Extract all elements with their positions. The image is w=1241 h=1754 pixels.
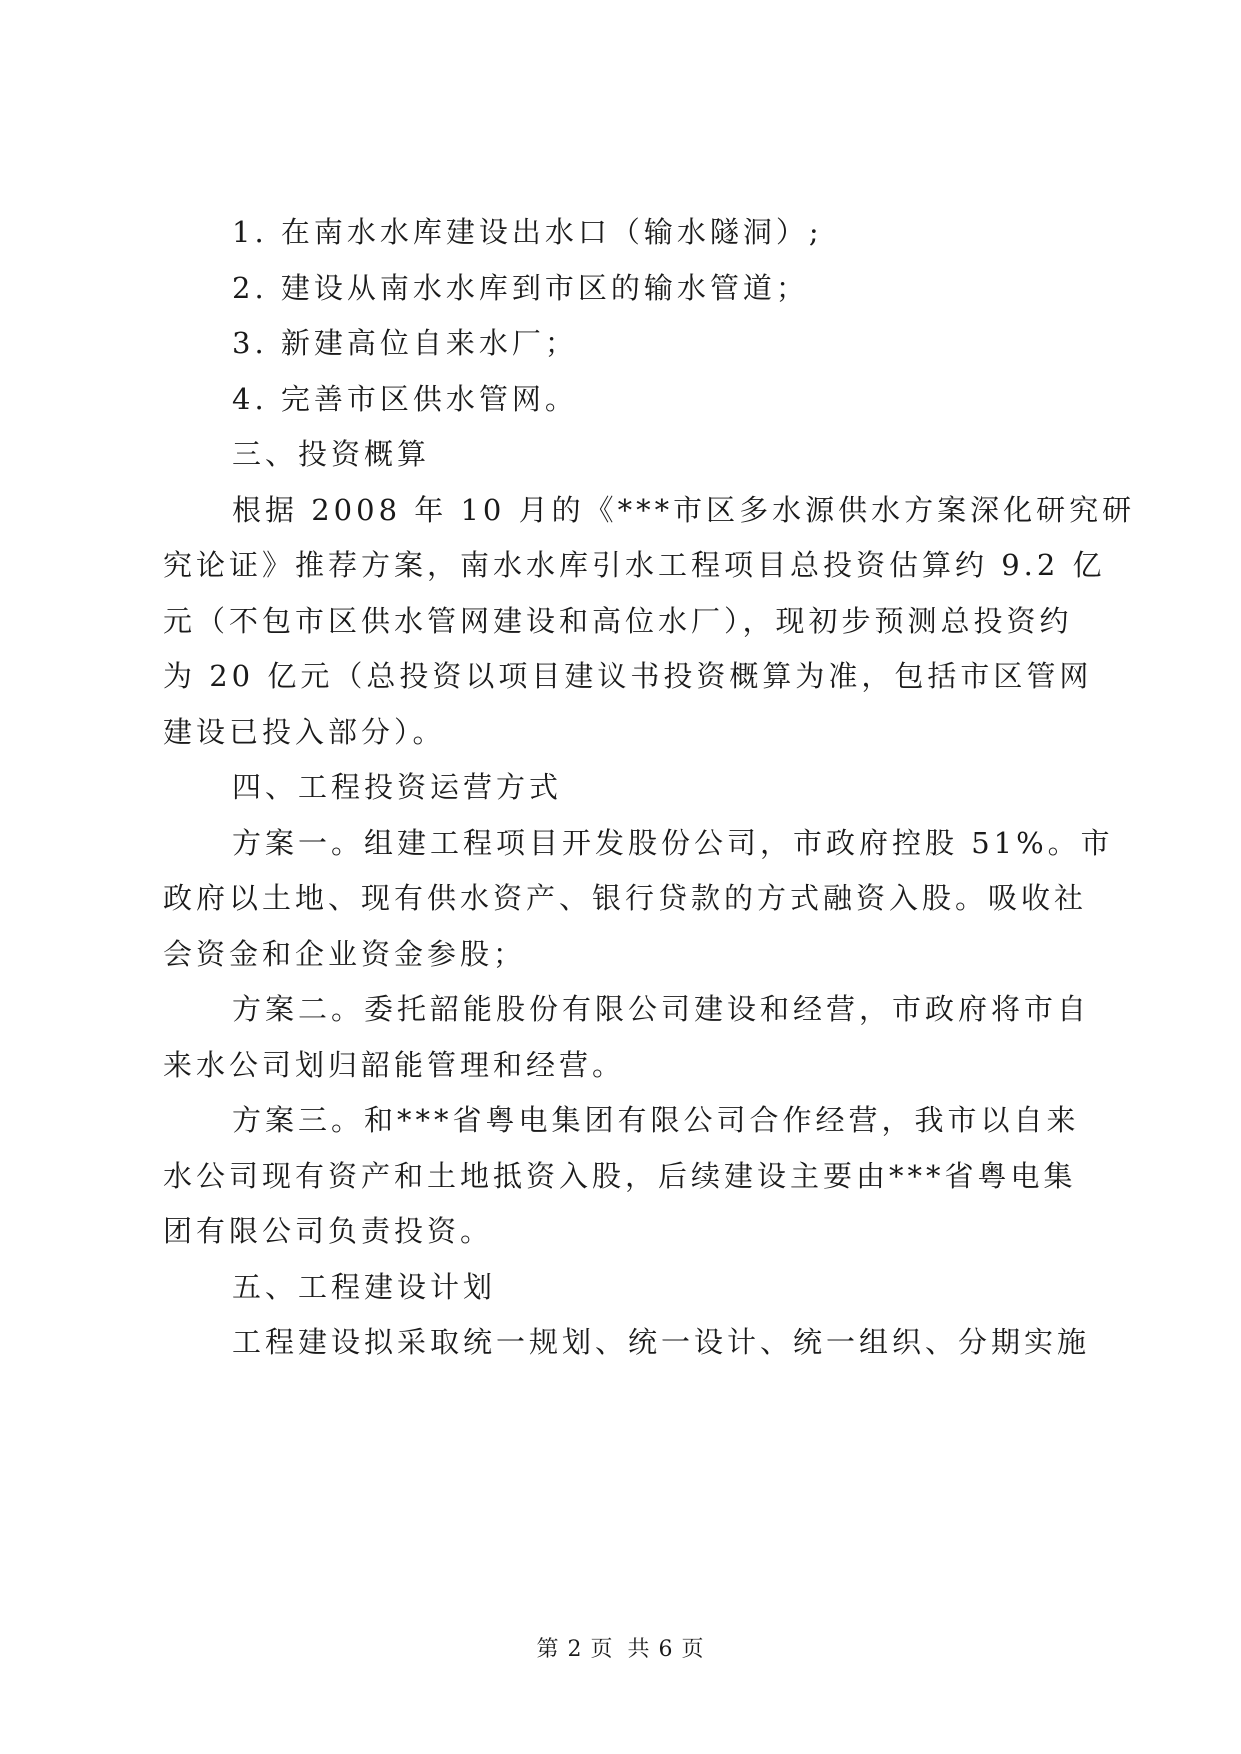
list-item-2: 2. 建设从南水水库到市区的输水管道； — [232, 270, 809, 305]
paragraph-line: 工程建设拟采取统一规划、统一设计、统一组织、分期实施 — [232, 1325, 1091, 1359]
paragraph-line: 究论证》推荐方案，南水水库引水工程项目总投资估算约 9.2 亿 — [163, 548, 1106, 582]
paragraph-line: 方案二。委托韶能股份有限公司建设和经营，市政府将市自 — [232, 992, 1091, 1026]
paragraph-line: 会资金和企业资金参股； — [163, 936, 527, 971]
page-total: 共 6 页 — [627, 1637, 705, 1662]
list-item-4: 4. 完善市区供水管网。 — [232, 381, 578, 416]
list-item-3: 3. 新建高位自来水厂； — [232, 326, 578, 360]
paragraph-line: 来水公司划归韶能管理和经营。 — [163, 1047, 626, 1082]
paragraph-line: 为 20 亿元（总投资以项目建议书投资概算为准，包括市区管网 — [163, 659, 1093, 693]
section-heading-plan: 五、工程建设计划 — [232, 1269, 497, 1304]
paragraph-line: 政府以土地、现有供水资产、银行贷款的方式融资入股。吸收社 — [163, 881, 1088, 915]
document-body — [163, 205, 1136, 1371]
page-number: 第 2 页 — [536, 1637, 614, 1662]
paragraph-line: 根据 2008 年 10 月的《***市区多水源供水方案深化研究研 — [232, 492, 1136, 527]
page-footer — [0, 1632, 1241, 1663]
paragraph-line: 元（不包市区供水管网建设和高位水厂），现初步预测总投资约 — [163, 603, 1073, 638]
section-heading-operation: 四、工程投资运营方式 — [232, 770, 563, 804]
paragraph-line: 建设已投入部分）。 — [163, 714, 446, 749]
list-item-1: 1. 在南水水库建设出水口（输水隧洞）; — [232, 215, 823, 249]
paragraph-line: 团有限公司负责投资。 — [163, 1214, 494, 1248]
paragraph-line: 方案三。和***省粤电集团有限公司合作经营，我市以自来 — [232, 1103, 1080, 1137]
section-heading-investment: 三、投资概算 — [232, 437, 431, 471]
paragraph-line: 水公司现有资产和土地抵资入股，后续建设主要由***省粤电集 — [163, 1158, 1077, 1193]
paragraph-line: 方案一。组建工程项目开发股份公司，市政府控股 51%。市 — [232, 825, 1114, 860]
